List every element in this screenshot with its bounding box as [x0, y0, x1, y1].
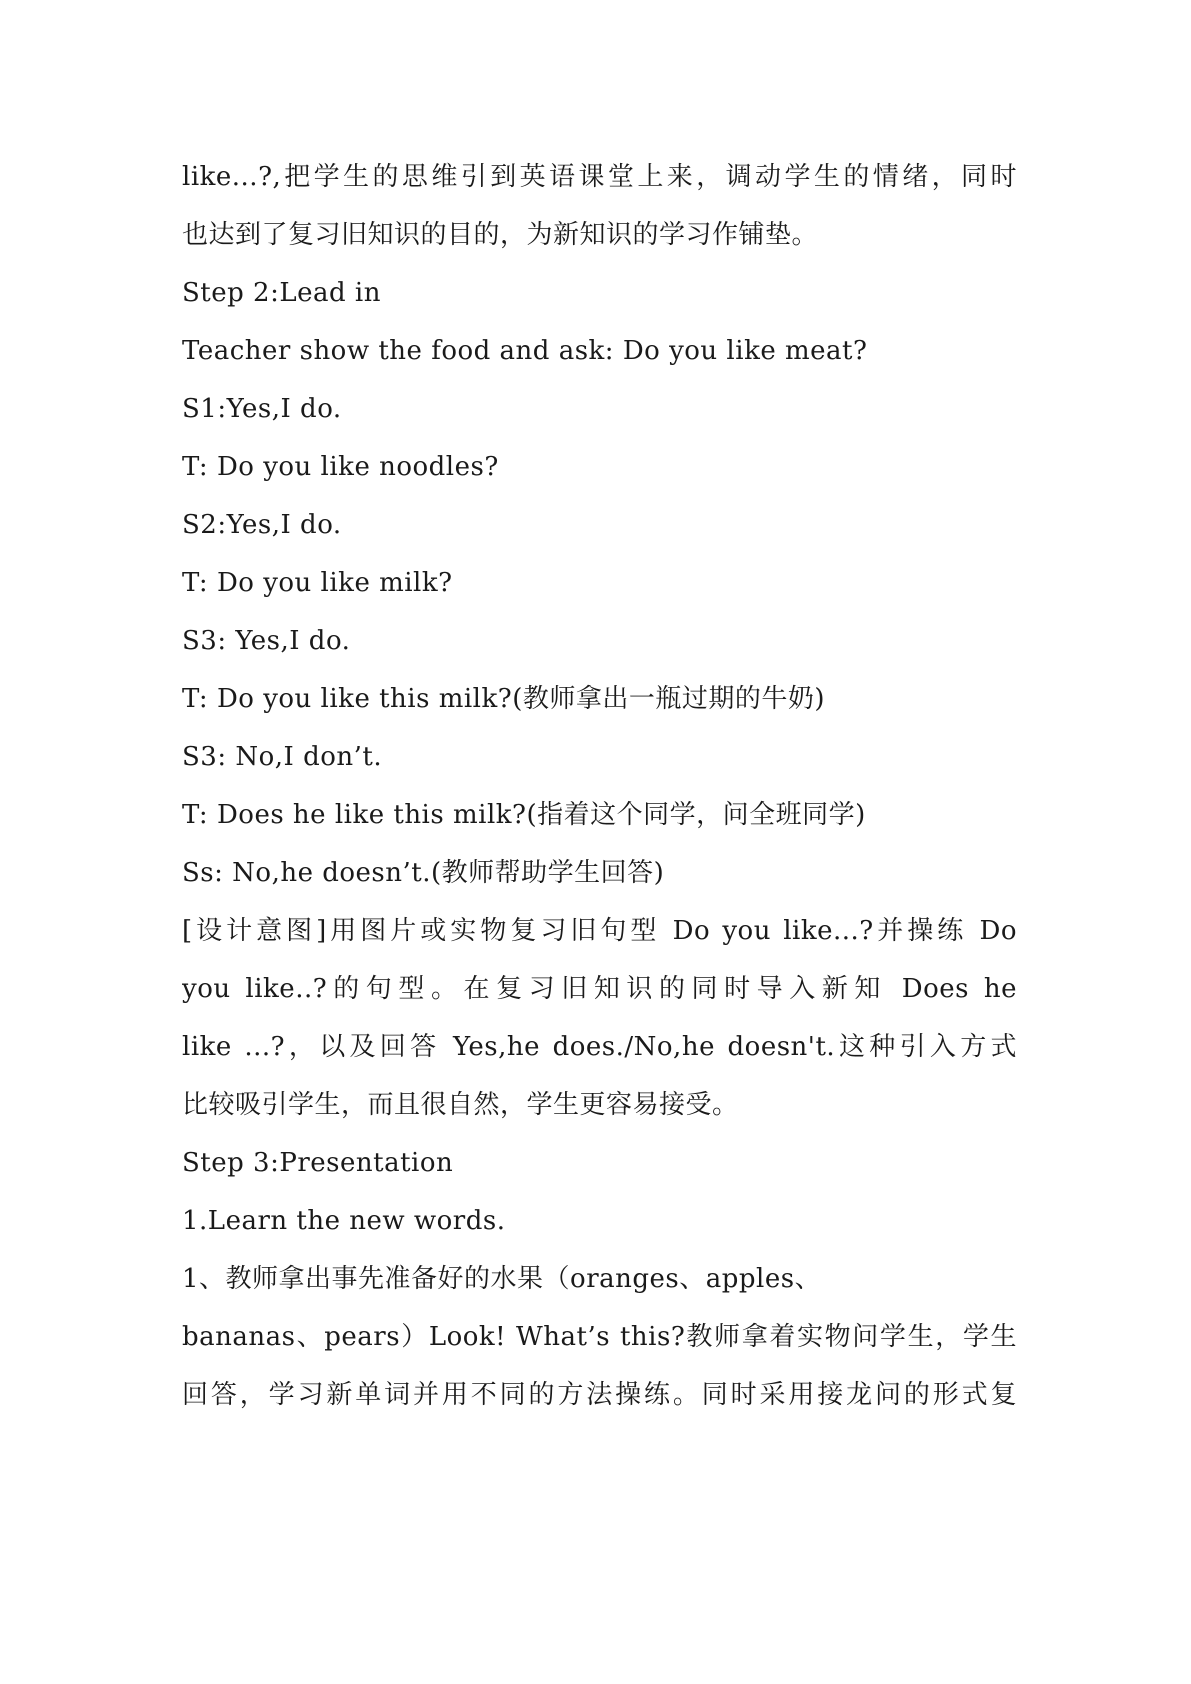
- dialogue-line: S3: Yes,I do.: [182, 626, 351, 656]
- text-line: 也达到了复习旧知识的目的，为新知识的学习作铺垫。: [182, 220, 819, 250]
- dialogue-line: S3: No,I don’t.: [182, 742, 383, 772]
- design-intent-line: 比较吸引学生，而且很自然，学生更容易接受。: [182, 1090, 739, 1120]
- dialogue-line: T: Do you like this milk?(教师拿出一瓶过期的牛奶): [182, 684, 825, 714]
- dialogue-line: T: Do you like noodles?: [182, 452, 499, 482]
- step-heading: Step 2:Lead in: [182, 278, 381, 308]
- dialogue-line: S1:Yes,I do.: [182, 394, 342, 424]
- dialogue-line: S2:Yes,I do.: [182, 510, 342, 540]
- text-line: bananas、pears）Look! What’s this?教师拿着实物问学生，学生: [182, 1322, 1017, 1352]
- text-line: 1.Learn the new words.: [182, 1206, 506, 1236]
- design-intent-line: [设计意图]用图片或实物复习旧句型 Do you like...?并操练 Do: [182, 916, 1017, 946]
- text-line: like...?,把学生的思维引到英语课堂上来，调动学生的情绪，同时: [182, 162, 1017, 192]
- text-line: 1、教师拿出事先准备好的水果（oranges、apples、: [182, 1264, 822, 1294]
- text-line: Teacher show the food and ask: Do you like meat?: [182, 336, 868, 366]
- dialogue-line: T: Does he like this milk?(指着这个同学，问全班同学): [182, 800, 866, 830]
- step-heading: Step 3:Presentation: [182, 1148, 454, 1178]
- dialogue-line: Ss: No,he doesn’t.(教师帮助学生回答): [182, 858, 665, 888]
- design-intent-line: like ...?，以及回答 Yes,he does./No,he doesn't.这种引入方式: [182, 1032, 1017, 1062]
- dialogue-line: T: Do you like milk?: [182, 568, 453, 598]
- text-line: 回答，学习新单词并用不同的方法操练。同时采用接龙问的形式复: [182, 1380, 1017, 1410]
- design-intent-line: you like..?的句型。在复习旧知识的同时导入新知 Does he: [182, 974, 1017, 1004]
